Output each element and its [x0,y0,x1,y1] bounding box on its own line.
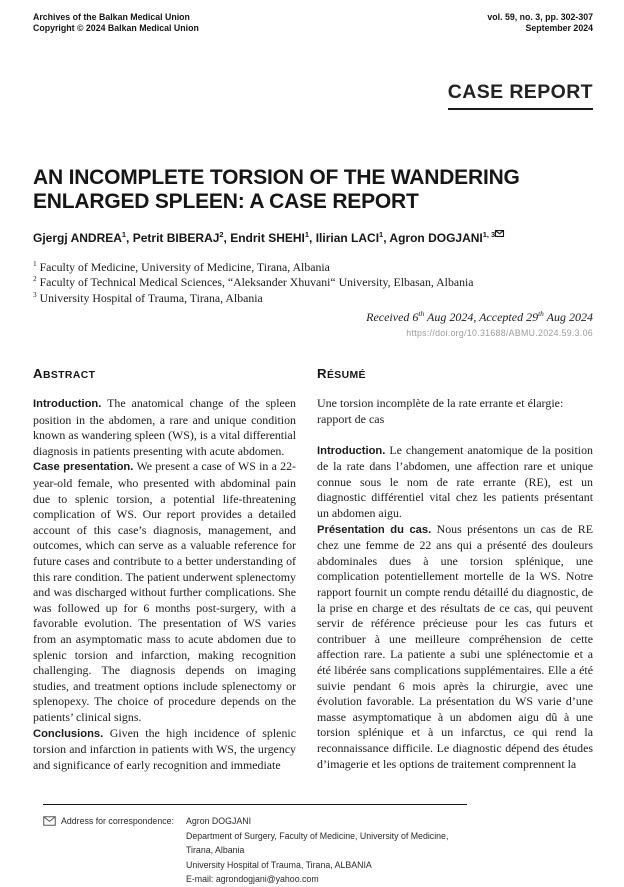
author-name: Petrit BIBERAJ [132,230,220,245]
resume-column [317,366,593,778]
issue-identity [487,12,593,34]
affiliation-line: $^2$ Faculty of Technical Medical Sciences, “Aleksander Xhuvani“ University, Elbasan, Albania [33,274,474,290]
corresponding-author-envelope-icon [495,230,504,239]
affiliation-marker: 2 [33,274,37,284]
body-paragraph: Case presentation. We present a case of WS in a 22-year-old female, who presented with abdominal pain due to splenic torsion, a potential life-threatening complication of WS. Our report provides a detailed account of this case’s diagnosis, management, and outcomes, which can serve as a valuable reference for future cases and contribute to a better understanding of this rare condition. The patient underwent splenectomy and was discharged without further complications. She was followed up for 6 months post-surgery, with a favorable evolution. The presentation of WS varies from an asymptomatic mass to acute abdomen due to splenic torsion and infarction, making recognition challenging. The diagnosis depends on imaging studies, and treatment options include splenectomy or splenopexy. The choice of procedure depends on the patients’ clinical signs. [33,459,296,724]
author-name: Gjergj ANDREA [33,230,122,245]
correspondence-address [186,814,467,887]
page-title [33,166,593,215]
resume-heading: RÉSUMÉ [317,366,366,382]
affiliation-marker: 1 [33,258,37,268]
affiliation-line: $^1$ Faculty of Medicine, University of Medicine, Tirana, Albania [33,258,330,274]
resume-subtitle: Une torsion incomplète de la rate errante et élargie: rapport de cas [317,396,564,426]
body-paragraph: Conclusions. Given the high incidence of splenic torsion and infarction in patients with WS, the urgency and significance of early recognition and immediate [33,725,296,772]
author-affiliation-marker: 1 [121,229,127,239]
paragraph-lead-label: Conclusions. [33,727,104,740]
correspondence-line: E-mail: agrondogjani@yahoo.com [186,874,319,885]
author-affiliation-marker: 1 [379,229,384,239]
correspondence-line: Department of Surgery, Faculty of Medicine, University of Medicine, Tirana, Albania [186,830,449,856]
author-name: Agron DOGJANI [389,230,483,245]
doi-link[interactable]: https://doi.org/10.31688/ABMU.2024.59.3.06 [406,328,593,339]
body-paragraph: Présentation du cas. Nous présentons un cas de RE chez une femme de 22 ans qui a présenté des douleurs abdominales dues à une torsion splénique, une complication potentiellement mortelle de la WS. Notre rapport fournit un compte rendu détaillé du diagnostic, de la prise en charge et des résultats de ce cas, qui peuvent servir de référence précieuse pour les cas futurs et contribuer à une meilleure compréhension de cette affection rare. La patiente a subi une splénectomie et a été libérée sans complications supplémentaires. Elle a été suivie pendant 6 mois après la chirurgie, avec une évolution favorable. La présentation du WS varie d’une masse asymptomatique à un abdomen aigu dû à une torsion splénique et à un infarctus, ce qui rend la reconnaissance difficile. Le diagnostic dépend des études d’imagerie et les options de traitement comprennent la [317,521,593,771]
volume-pages: vol. 59, no. 3, pp. 302-307 [487,12,593,22]
journal-copyright: Copyright © 2024 Balkan Medical Union [33,22,199,33]
paragraph-lead-label: Introduction. [33,398,102,411]
correspondence-label-cell [43,814,186,887]
body-paragraph: Introduction. The anatomical change of the spleen position in the abdomen, a rare and unique condition known as wandering spleen (WS), is a vital differential diagnosis in patients presenting with acute abdomen. [33,396,296,458]
author-affiliation-marker: 1 [304,229,310,239]
correspondence-label: Address for correspondence: [61,816,174,827]
correspondence-line: Agron DOGJANI [186,816,252,827]
correspondence-line: University Hospital of Trauma, Tirana, ALBANIA [186,859,372,870]
envelope-icon [43,816,56,831]
received-accepted-line: Received 6th Aug 2024, Accepted 29th Aug 2024 [366,309,593,325]
title-line-2: ENLARGED SPLEEN: A CASE REPORT [33,190,419,214]
article-type-badge: CASE REPORT [448,81,593,110]
author-name: Ilirian LACI [315,230,380,245]
article-type-row [33,81,593,110]
correspondence-block [43,804,467,887]
author-affiliation-marker: 1, 3 [482,229,496,239]
abstract-column [33,366,296,778]
ordinal-suffix: th [418,309,425,319]
paragraph-lead-label: Présentation du cas. [317,523,432,536]
title-line-1: AN INCOMPLETE TORSION OF THE WANDERING [33,165,520,189]
body-paragraph: Introduction. Le changement anatomique de la position de la rate dans l’abdomen, une affection rare et unique connue sous le nom de rate errante (RE), est un diagnostic différentiel vital chez les patients présentant un abdomen aigu. [317,442,593,521]
issue-date: September 2024 [525,22,593,33]
resume-paragraphs [317,443,593,772]
journal-name: Archives of the Balkan Medical Union [33,12,190,22]
author-name: Endrit SHEHI [230,230,305,245]
journal-identity [33,12,199,34]
affiliation-line: $^3$ University Hospital of Trauma, Tirana, Albania [33,289,263,305]
affiliations-list [33,260,593,307]
abstract-paragraphs [33,396,296,773]
running-head [33,12,593,34]
paragraph-lead-label: Case presentation. [33,461,134,474]
affiliation-marker: 3 [33,289,37,299]
paragraph-lead-label: Introduction. [317,444,386,457]
author-affiliation-marker: 2 [219,229,224,239]
abstract-heading: ABSTRACT [33,366,96,382]
ordinal-suffix: th [538,309,544,319]
authors-line: Gjergj ANDREA$^1$, Petrit BIBERAJ$^2$, Endrit SHEHI$^1$, Ilirian LACI$^1$, Agron DOGJANI$^{1, 3}$ [33,230,593,246]
abstract-columns [33,366,593,778]
